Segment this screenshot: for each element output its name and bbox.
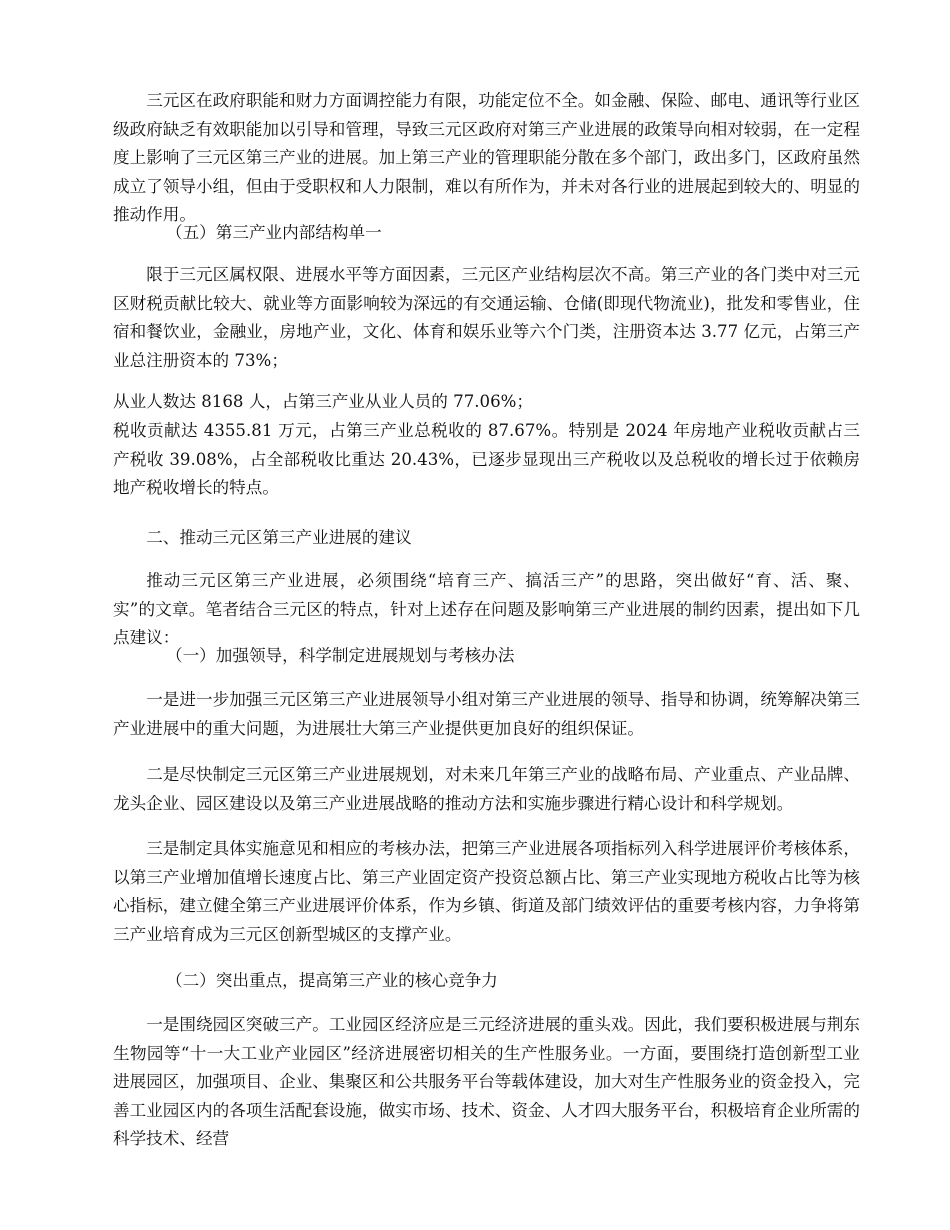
- heading-structure-single: （五）第三产业内部结构单一: [166, 223, 382, 242]
- paragraph-point-one: 一是进一步加强三元区第三产业进展领导小组对第三产业进展的领导、指导和协调，统筹解决第三产业进展中的重大问题，为进展壮大第三产业提供更加良好的组织保证。: [113, 690, 860, 738]
- paragraph-tax-contribution: 税收贡献达 4355.81 万元，占第三产业总税收的 87.67%。特别是 2024 年房地产业税收贡献占三产税收 39.08%，占全部税收比重达 20.43%，已逐步显现出三产税收以及总税收的增长过于依赖房地产税收增长的特点。: [113, 421, 860, 498]
- heading-strengthen-leadership: （一）加强领导，科学制定进展规划与考核办法: [166, 646, 515, 665]
- section-heading-suggestions: 二、推动三元区第三产业进展的建议: [146, 528, 412, 547]
- heading-highlight-key-points: （二）突出重点，提高第三产业的核心竞争力: [166, 971, 498, 990]
- paragraph-industry-structure: 限于三元区属权限、进展水平等方面因素，三元区产业结构层次不高。第三产业的各门类中对三元区财税贡献比较大、就业等方面影响较为深远的有交通运输、仓储(即现代物流业)，批发和零售业，住宿和餐饮业，金融业，房地产业，文化、体育和娱乐业等六个门类，注册资本达 3.77 亿元，占第三产业总注册资本的 73%；: [113, 265, 860, 370]
- paragraph-point-two: 二是尽快制定三元区第三产业进展规划，对未来几年第三产业的战略布局、产业重点、产业品牌、龙头企业、园区建设以及第三产业进展战略的推动方法和实施步骤进行精心设计和科学规划。: [113, 765, 860, 813]
- paragraph-park-breakthrough: 一是围绕园区突破三产。工业园区经济应是三元经济进展的重头戏。因此，我们要积极进展与荆东生物园等“十一大工业产业园区”经济进展密切相关的生产性服务业。一方面，要围绕打造创新型工业进展园区，加强项目、企业、集聚区和公共服务平台等载体建设，加大对生产性服务业的资金投入，完善工业园区内的各项生活配套设施，做实市场、技术、资金、人才四大服务平台，积极培育企业所需的科学技术、经营: [113, 1015, 860, 1149]
- paragraph-employment: 从业人数达 8168 人，占第三产业从业人员的 77.06%；: [113, 392, 534, 411]
- paragraph-promote-tertiary: 推动三元区第三产业进展，必须围绕“培育三产、搞活三产”的思路，突出做好“育、活、聚、实”的文章。笔者结合三元区的特点，针对上述存在问题及影响第三产业进展的制约因素，提出如下几点建议：: [113, 571, 860, 648]
- paragraph-point-three: 三是制定具体实施意见和相应的考核办法，把第三产业进展各项指标列入科学进展评价考核体系，以第三产业增加值增长速度占比、第三产业固定资产投资总额占比、第三产业实现地方税收占比等为核心指标，建立健全第三产业进展评价体系，作为乡镇、街道及部门绩效评估的重要考核内容，力争将第三产业培育成为三元区创新型城区的支撑产业。: [113, 839, 860, 944]
- paragraph-government-function: 三元区在政府职能和财力方面调控能力有限，功能定位不全。如金融、保险、邮电、通讯等行业区级政府缺乏有效职能加以引导和管理，导致三元区政府对第三产业进展的政策导向相对较弱，在一定程度上影响了三元区第三产业的进展。加上第三产业的管理职能分散在多个部门，政出多门，区政府虽然成立了领导小组，但由于受职权和人力限制，难以有所作为，并未对各行业的进展起到较大的、明显的推动作用。: [113, 91, 860, 225]
